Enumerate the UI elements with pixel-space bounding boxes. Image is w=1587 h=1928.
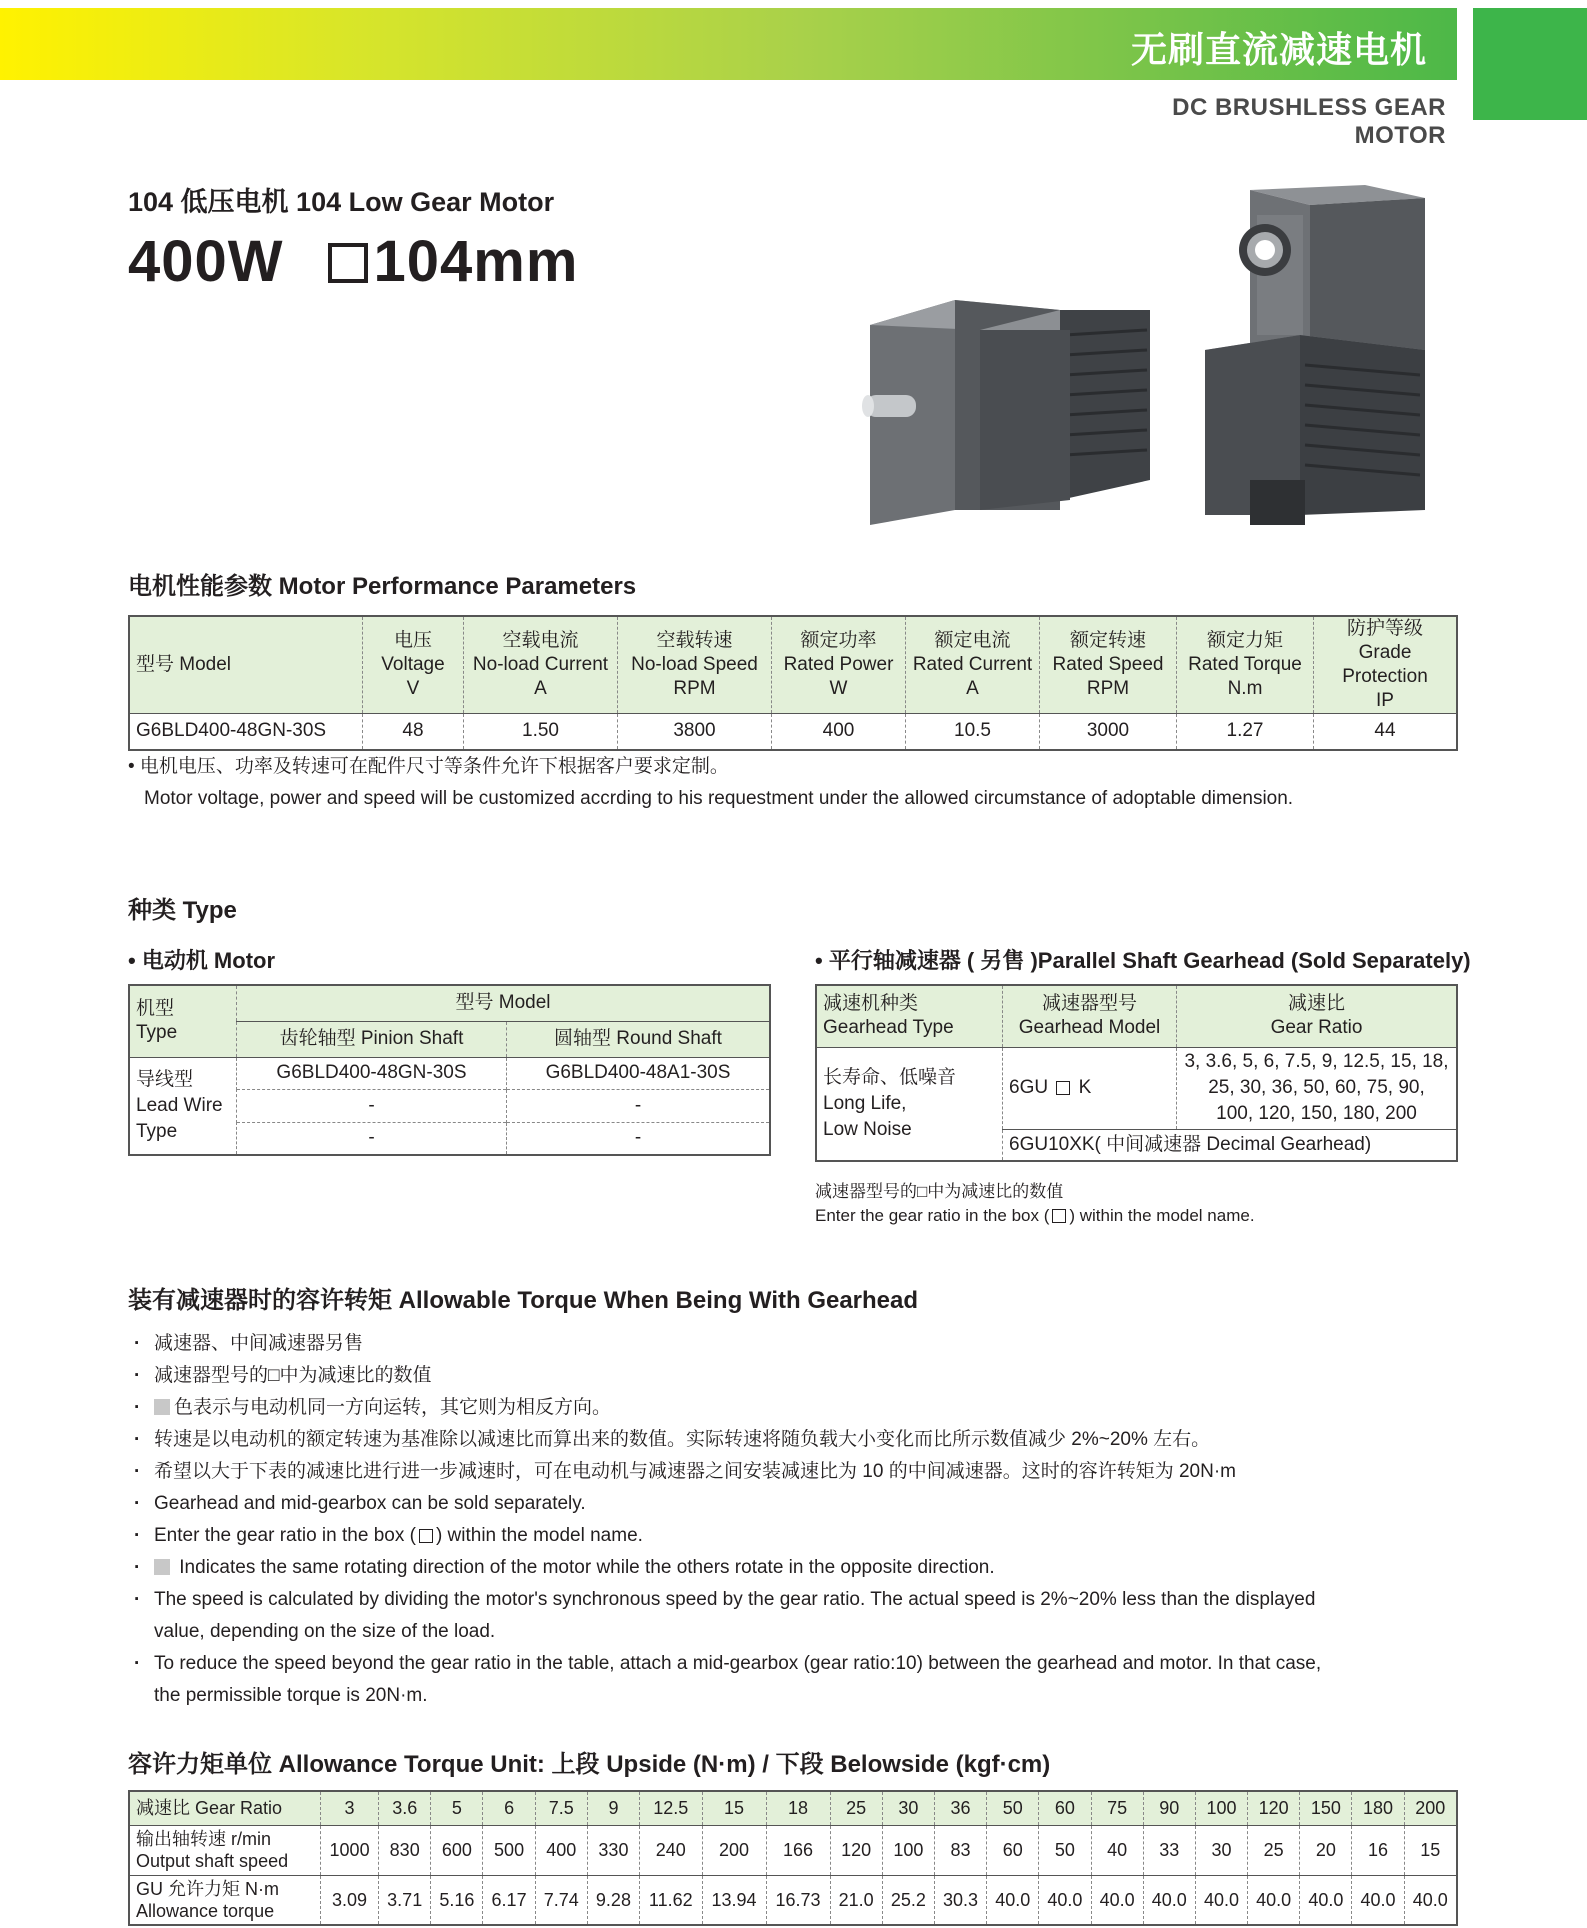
gray-square-icon [154,1559,170,1575]
allowance-torque-cell: 9.28 [587,1875,639,1925]
perf-model-value: G6BLD400-48GN-30S [129,714,363,750]
gear-ratio-cell: 7.5 [535,1791,587,1825]
gear-ratio-cell: 100 [1195,1791,1247,1825]
perf-rated-current-value: 10.5 [906,714,1040,750]
type-title: 种类 Type [128,897,237,924]
lead-wire-type-label: 导线型 Lead Wire Type [129,1057,237,1155]
allowance-torque-cell: 30.3 [934,1875,986,1925]
allowance-torque-cell: 16.73 [766,1875,830,1925]
allowance-torque-row [129,1875,1457,1925]
motor-type-col: 机型 Type [129,985,237,1057]
gearhead-type-value: 长寿命、低噪音 Long Life, Low Noise [816,1047,1003,1161]
perf-rated-power-value: 400 [772,714,906,750]
output-speed-cell: 500 [483,1825,535,1875]
list-item: · Enter the gear ratio in the box ( ) within the model name. [128,1520,1468,1552]
list-item: · Indicates the same rotating direction of the motor while the others rotate in the opposite direction. [128,1552,1468,1584]
allowance-torque-cell: 13.94 [702,1875,766,1925]
output-speed-cell: 240 [640,1825,702,1875]
product-power: 400W [128,229,284,294]
pinion-model-value: G6BLD400-48GN-30S [237,1057,507,1089]
gearhead-note-en: Enter the gear ratio in the box ( ) within the model name. [815,1206,1255,1225]
table-row [129,1057,770,1089]
perf-col-rated-torque: 额定力矩 Rated Torque N.m [1177,616,1314,714]
gear-ratio-cell: 5 [431,1791,483,1825]
perf-rated-torque-value: 1.27 [1177,714,1314,750]
pinion-shaft-header: 齿轮轴型 Pinion Shaft [237,1021,507,1057]
torque-table [128,1790,1458,1926]
pinion-model-value: - [237,1089,507,1122]
perf-voltage-value: 48 [363,714,464,750]
gearhead-type-header: 减速机种类 Gearhead Type [816,985,1003,1047]
gearhead-note-cn: 减速器型号的□中为减速比的数值 [815,1182,1064,1201]
round-model-value: G6BLD400-48A1-30S [545,1062,731,1083]
output-speed-cell: 600 [431,1825,483,1875]
gear-ratio-cell: 12.5 [640,1791,702,1825]
allowance-torque-cell: 21.0 [830,1875,882,1925]
gearhead-model-header: 减速器型号 Gearhead Model [1003,985,1177,1047]
output-speed-cell: 33 [1143,1825,1195,1875]
gear-ratio-cell: 50 [987,1791,1039,1825]
output-speed-cell: 15 [1404,1825,1457,1875]
header-accent-block [1473,8,1587,120]
list-item: · 减速器型号的□中为减速比的数值 [128,1360,1468,1392]
allowance-torque-cell: 40.0 [1039,1875,1091,1925]
perf-col-grade-protection: 防护等级 Grade Protection IP [1314,616,1458,714]
perf-grade-protection-value: 44 [1314,714,1458,750]
round-shaft-header: 圆轴型 Round Shaft [506,1021,770,1057]
gear-ratio-cell: 18 [766,1791,830,1825]
gear-ratio-cell: 75 [1091,1791,1143,1825]
motor-type-title: • 电动机 Motor [128,948,276,973]
output-speed-cell: 1000 [321,1825,379,1875]
list-item: · Gearhead and mid-gearbox can be sold separately. [128,1488,1468,1520]
output-speed-label: 输出轴转速 r/min Output shaft speed [129,1825,321,1875]
perf-col-rated-current: 额定电流 Rated Current A [906,616,1040,714]
decimal-gearhead-value: 6GU10XK( 中间减速器 Decimal Gearhead) [1009,1133,1372,1155]
perf-rated-speed-value: 3000 [1040,714,1177,750]
list-item: · The speed is calculated by dividing the motor's synchronous speed by the gear ratio. The actual speed is 2%~20% less than the displayed value, depending on the size of the load. [128,1584,1468,1648]
output-speed-row [129,1825,1457,1875]
product-size: 104mm [373,229,579,294]
motor-model-header: 型号 Model [237,985,771,1021]
gear-ratio-cell: 180 [1352,1791,1404,1825]
gear-ratio-cell: 36 [934,1791,986,1825]
perf-col-noload-current: 空载电流 No-load Current A [464,616,618,714]
gear-ratio-cell: 6 [483,1791,535,1825]
performance-table [128,615,1458,751]
header-title-en: DC BRUSHLESS GEAR MOTOR [1172,94,1446,149]
allowance-torque-cell: 6.17 [483,1875,535,1925]
table-row [816,1047,1457,1129]
list-item: · 希望以大于下表的减速比进行进一步减速时，可在电动机与减速器之间安装减速比为 10 的中间减速器。这时的容许转矩为 20N·m [128,1456,1468,1488]
output-speed-cell: 100 [882,1825,934,1875]
header-title-cn: 无刷直流减速电机 [1130,29,1427,70]
gearhead-type-title: • 平行轴减速器 ( 另售 )Parallel Shaft Gearhead (Sold Separately) [815,948,1471,973]
gear-ratio-row [129,1791,1457,1825]
allowance-torque-cell: 40.0 [987,1875,1039,1925]
output-speed-cell: 166 [766,1825,830,1875]
product-title [128,228,578,295]
ratio-box-icon [1056,1081,1070,1095]
perf-col-rated-power: 额定功率 Rated Power W [772,616,906,714]
performance-model-header: 型号 Model [129,616,363,714]
gear-ratio-cell: 9 [587,1791,639,1825]
output-speed-cell: 83 [934,1825,986,1875]
gray-square-icon [154,1399,170,1415]
output-speed-cell: 400 [535,1825,587,1875]
table-row [129,714,1457,750]
output-speed-cell: 16 [1352,1825,1404,1875]
allowance-torque-cell: 11.62 [640,1875,702,1925]
output-speed-cell: 50 [1039,1825,1091,1875]
motor-product-image [860,180,1460,550]
gear-ratio-cell: 90 [1143,1791,1195,1825]
gear-ratio-label: 减速比 Gear Ratio [129,1791,321,1825]
round-model-value: - [634,1094,642,1116]
allowable-title: 装有减速器时的容许转矩 Allowable Torque When Being With Gearhead [128,1287,919,1314]
output-speed-cell: 200 [702,1825,766,1875]
perf-noload-speed-value: 3800 [618,714,772,750]
gear-ratio-cell: 30 [882,1791,934,1825]
list-item: · 减速器、中间减速器另售 [128,1328,1468,1360]
list-item: · 色表示与电动机同一方向运转，其它则为相反方向。 [128,1392,1468,1424]
round-model-value: - [634,1127,642,1149]
perf-col-voltage: 电压 Voltage V [363,616,464,714]
perf-col-noload-speed: 空载转速 No-load Speed RPM [618,616,772,714]
gear-ratio-cell: 3 [321,1791,379,1825]
output-speed-cell: 330 [587,1825,639,1875]
ratio-box-icon [419,1529,433,1543]
gear-ratio-header: 减速比 Gear Ratio [1177,985,1458,1047]
output-speed-cell: 120 [830,1825,882,1875]
gear-ratio-cell: 60 [1039,1791,1091,1825]
performance-note-cn: • 电机电压、功率及转速可在配件尺寸等条件允许下根据客户要求定制。 [128,756,729,777]
allowable-notes-list [128,1328,1468,1712]
allowance-torque-cell: 40.0 [1195,1875,1247,1925]
gear-ratio-values: 3, 3.6, 5, 6, 7.5, 9, 12.5, 15, 18, 25, 30, 36, 50, 60, 75, 90, 100, 120, 150, 180, 200 [1184,1051,1449,1124]
performance-note-en: Motor voltage, power and speed will be customized accrding to his requestment under the allowed circumstance of adoptable dimension. [144,788,1294,809]
allowance-torque-cell: 7.74 [535,1875,587,1925]
perf-noload-current-value: 1.50 [464,714,618,750]
torque-table-title: 容许力矩单位 Allowance Torque Unit: 上段 Upside (N·m) / 下段 Belowside (kgf·cm) [128,1751,1051,1778]
gear-ratio-cell: 200 [1404,1791,1457,1825]
allowance-torque-cell: 40.0 [1352,1875,1404,1925]
header-banner [0,8,1457,80]
allowance-torque-cell: 25.2 [882,1875,934,1925]
product-subtitle: 104 低压电机 104 Low Gear Motor [128,187,555,217]
output-speed-cell: 20 [1300,1825,1352,1875]
allowance-torque-cell: 5.16 [431,1875,483,1925]
output-speed-cell: 60 [987,1825,1039,1875]
perf-col-rated-speed: 额定转速 Rated Speed RPM [1040,616,1177,714]
gear-ratio-cell: 3.6 [379,1791,431,1825]
allowance-torque-label: GU 允许力矩 N·m Allowance torque [129,1875,321,1925]
gearhead-model-value: 6GU K [1003,1047,1177,1129]
motor-type-table [128,984,771,1156]
output-speed-cell: 25 [1248,1825,1300,1875]
performance-title: 电机性能参数 Motor Performance Parameters [128,573,637,600]
list-item: · 转速是以电动机的额定转速为基准除以减速比而算出来的数值。实际转速将随负载大小变化而比所示数值减少 2%~20% 左右。 [128,1424,1468,1456]
allowance-torque-cell: 40.0 [1143,1875,1195,1925]
pinion-model-value: - [237,1122,507,1155]
allowance-torque-cell: 40.0 [1300,1875,1352,1925]
list-item: · To reduce the speed beyond the gear ratio in the table, attach a mid-gearbox (gear ratio:10) between the gearhead and motor. In that case, the permissible torque is 20N·m. [128,1648,1468,1712]
square-frame-icon [328,243,368,283]
gear-ratio-cell: 15 [702,1791,766,1825]
allowance-torque-cell: 40.0 [1248,1875,1300,1925]
gear-ratio-cell: 150 [1300,1791,1352,1825]
output-speed-cell: 830 [379,1825,431,1875]
allowance-torque-cell: 40.0 [1404,1875,1457,1925]
allowance-torque-cell: 3.71 [379,1875,431,1925]
performance-header-row [129,616,1457,714]
output-speed-cell: 30 [1195,1825,1247,1875]
gear-ratio-cell: 120 [1248,1791,1300,1825]
gear-ratio-cell: 25 [830,1791,882,1825]
ratio-box-icon [1052,1209,1066,1223]
allowance-torque-cell: 40.0 [1091,1875,1143,1925]
allowance-torque-cell: 3.09 [321,1875,379,1925]
output-speed-cell: 40 [1091,1825,1143,1875]
gearhead-type-table [815,984,1458,1162]
